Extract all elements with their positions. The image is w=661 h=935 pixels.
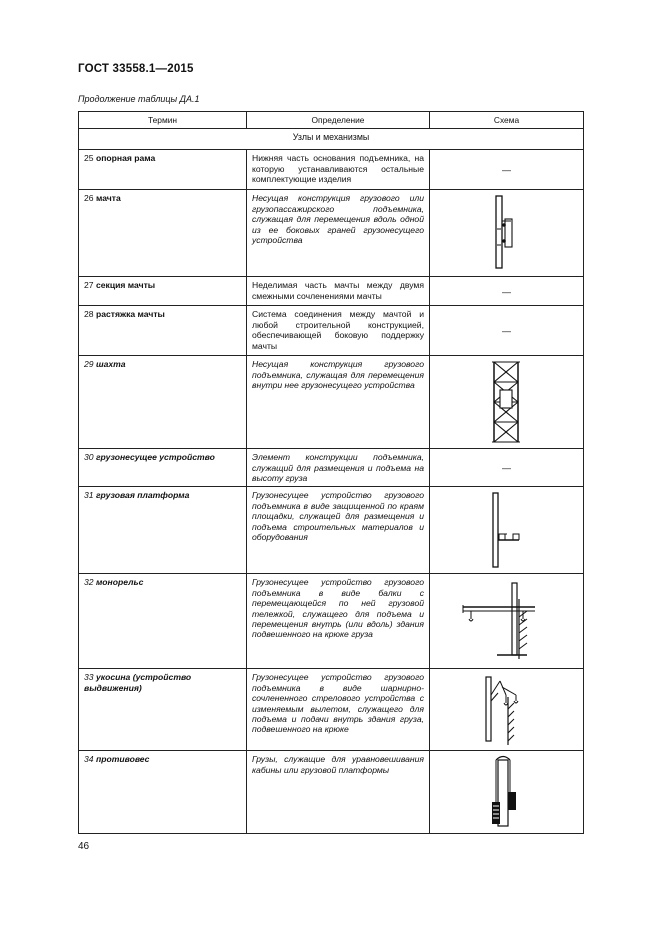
definition-cell: Нижняя часть основания подъемника, на которую устанавливаются остальные комплектующие изделия <box>247 150 430 190</box>
shaft-diagram <box>430 356 584 449</box>
definition-cell: Система соединения между мачтой и любой строительной конструкцией, обеспечивающей боковую поддержку мачты <box>247 306 430 356</box>
table-row <box>79 306 584 356</box>
jib-diagram <box>430 669 584 751</box>
table-row <box>79 356 584 449</box>
table-row <box>79 150 584 190</box>
term-cell: 30 грузонесущее устройство <box>79 449 247 487</box>
definition-cell: Несущая конструкция грузового подъемника, служащая для перемещения внутри нее грузонесущего устройства <box>247 356 430 449</box>
term-cell: 28 растяжка мачты <box>79 306 247 356</box>
term-cell: 25 опорная рама <box>79 150 247 190</box>
definition-cell: Грузонесущее устройство грузового подъемника в виде защищенной по краям площадки, служащей для размещения и подъема строительных материалов и оборудования <box>247 487 430 574</box>
term-cell: 26 мачта <box>79 190 247 277</box>
table-row <box>79 574 584 669</box>
definition-cell: Элемент конструкции подъемника, служащий для размещения и подъема на высоту груза <box>247 449 430 487</box>
platform-diagram <box>430 487 584 574</box>
definition-cell: Грузонесущее устройство грузового подъемника в виде шарнирно-сочлененного стрелового устройства с изменяемым вылетом, служащего для подъема и подачи внутрь здания груза, подвешенного на крюке <box>247 669 430 751</box>
term-cell: 34 противовес <box>79 751 247 834</box>
schema-dash: — <box>430 277 584 306</box>
page-number: 46 <box>78 841 90 852</box>
column-header-term: Термин <box>79 112 247 129</box>
column-header-definition: Определение <box>247 112 430 129</box>
term-cell: 27 секция мачты <box>79 277 247 306</box>
monorail-diagram <box>430 574 584 669</box>
standard-title: ГОСТ 33558.1—2015 <box>78 63 194 75</box>
definition-cell: Неделимая часть мачты между двумя смежными сочленениями мачты <box>247 277 430 306</box>
table-row <box>79 449 584 487</box>
schema-dash: — <box>430 449 584 487</box>
definition-cell: Грузы, служащие для уравновешивания кабины или грузовой платформы <box>247 751 430 834</box>
column-header-schema: Схема <box>430 112 584 129</box>
table-row <box>79 277 584 306</box>
schema-dash: — <box>430 150 584 190</box>
counterweight-diagram <box>430 751 584 834</box>
section-heading: Узлы и механизмы <box>79 129 584 150</box>
table-continuation-caption: Продолжение таблицы ДА.1 <box>78 94 200 104</box>
term-cell: 29 шахта <box>79 356 247 449</box>
term-cell: 33 укосина (устройство выдвижения) <box>79 669 247 751</box>
definition-cell: Грузонесущее устройство грузового подъемника в виде балки с перемещающейся по ней грузовой тележкой, служащего для подъема и перемещения внутрь (или вдоль) здания подвешенного на крюке груза <box>247 574 430 669</box>
table-row <box>79 190 584 277</box>
table-row <box>79 487 584 574</box>
terms-table <box>78 111 584 834</box>
table-row <box>79 751 584 834</box>
table-row <box>79 669 584 751</box>
definition-cell: Несущая конструкция грузового или грузопассажирского подъемника, служащая для перемещения вдоль одной из ее боковых граней грузонесущего устройства <box>247 190 430 277</box>
schema-dash: — <box>430 306 584 356</box>
mast-diagram <box>430 190 584 277</box>
term-cell: 32 монорельс <box>79 574 247 669</box>
term-cell: 31 грузовая платформа <box>79 487 247 574</box>
